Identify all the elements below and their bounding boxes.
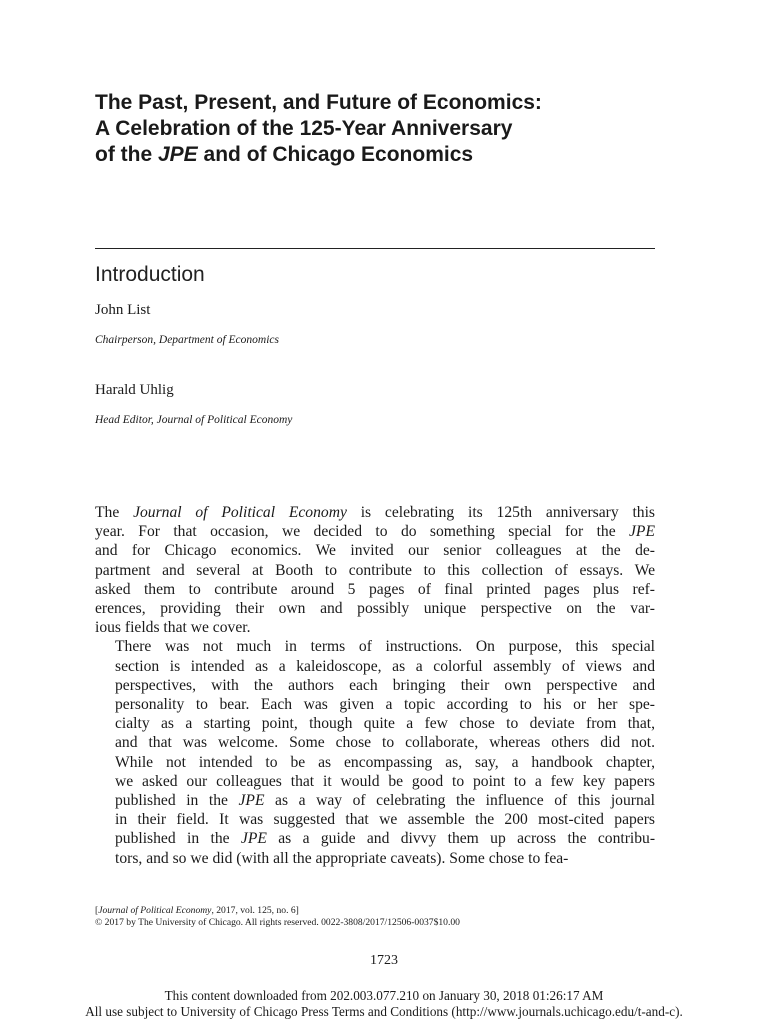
- title-divider: [95, 248, 655, 249]
- body-line: and that was welcome. Some chose to collaborate, whereas others did not.: [115, 734, 655, 752]
- body-line: ious fields that we cover.: [95, 619, 251, 637]
- title-jpe-italic: JPE: [158, 143, 198, 166]
- author-affiliation: Head Editor, Journal of Political Economy: [95, 414, 293, 426]
- title-line-3: [95, 142, 675, 168]
- author-name: Harald Uhlig: [95, 382, 174, 398]
- body-line: and for Chicago economics. We invited our senior colleagues at the de-: [95, 542, 655, 560]
- body-line: year. For that occasion, we decided to do something special for the JPE: [95, 523, 655, 541]
- paragraph-1: [95, 503, 655, 637]
- paragraph-2: [95, 637, 655, 867]
- body-line: we asked our colleagues that it would be good to point to a few key papers: [115, 772, 655, 790]
- footnote-citation: [95, 905, 460, 917]
- italic-text: JPE: [238, 792, 265, 810]
- footnote-copyright: © 2017 by The University of Chicago. All rights reserved. 0022-3808/2017/12506-0037$10.00: [95, 917, 460, 928]
- body-line: perspectives, with the authors each bringing their own perspective and: [115, 676, 655, 694]
- body-line: personality to bear. Each was given a topic according to his or her spe-: [115, 696, 655, 714]
- title-line-2: A Celebration of the 125-Year Anniversary: [95, 117, 513, 140]
- body-line: published in the JPE as a guide and divvy them up across the contribu-: [115, 830, 656, 848]
- download-notice-line-1: This content downloaded from 202.003.077.210 on January 30, 2018 01:26:17 AM: [164, 988, 604, 1003]
- title-line-3-text: of the: [95, 143, 158, 166]
- body-line: cialty as a starting point, though quite a few chose to deviate from that,: [115, 715, 655, 733]
- body-line: section is intended as a kaleidoscope, as a colorful assembly of views and: [115, 657, 655, 675]
- footnote-bracket: [: [95, 905, 99, 916]
- body-line: The Journal of Political Economy is celebrating its 125th anniversary this: [95, 504, 655, 521]
- download-notice: [0, 988, 768, 1020]
- footnote-citation-rest: , 2017, vol. 125, no. 6]: [211, 905, 299, 916]
- title-line-3-rest: and of Chicago Economics: [197, 143, 474, 166]
- section-heading: Introduction: [95, 263, 205, 286]
- italic-text: JPE: [240, 830, 267, 848]
- body-line: erences, providing their own and possibly unique perspective on the var-: [95, 600, 655, 618]
- body-line: While not intended to be as encompassing as, say, a handbook chapter,: [115, 753, 655, 771]
- body-line: partment and several at Booth to contribute to this collection of essays. We: [95, 561, 655, 579]
- title-line-1: The Past, Present, and Future of Economics:: [95, 91, 542, 114]
- article-title: [95, 90, 675, 168]
- body-text: [95, 503, 655, 868]
- body-line: tors, and so we did (with all the appropriate caveats). Some chose to fea-: [115, 849, 569, 867]
- body-line: There was not much in terms of instructions. On purpose, this special: [115, 638, 655, 656]
- author-affiliation: Chairperson, Department of Economics: [95, 334, 279, 346]
- body-line: asked them to contribute around 5 pages of final printed pages plus ref-: [95, 580, 655, 598]
- page-number: 1723: [370, 953, 398, 968]
- download-notice-line-2: All use subject to University of Chicago Press Terms and Conditions (http://www.journals.uchicago.edu/t-and-c).: [85, 1004, 683, 1019]
- footnote-journal: Journal of Political Economy: [98, 905, 212, 916]
- footnote: [95, 905, 460, 929]
- body-line: published in the JPE as a way of celebrating the influence of this journal: [115, 792, 656, 810]
- body-line: in their field. It was suggested that we assemble the 200 most-cited papers: [115, 811, 655, 829]
- italic-text: Journal of Political Economy: [133, 504, 347, 521]
- italic-text: JPE: [629, 523, 655, 541]
- author-name: John List: [95, 302, 151, 318]
